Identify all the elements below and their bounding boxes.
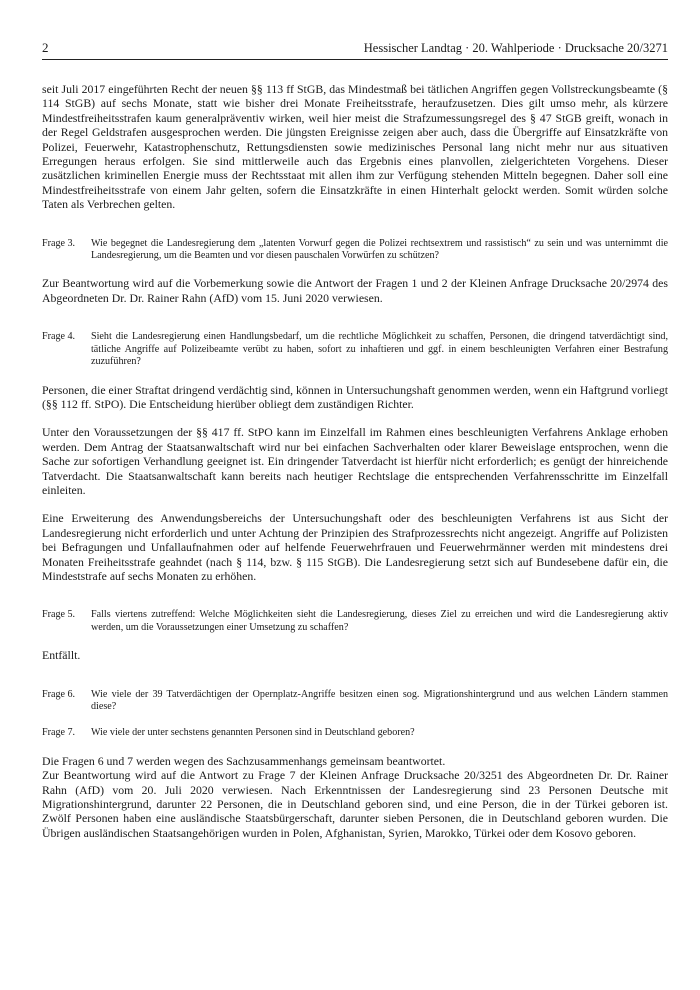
answer-6-7-paragraph-1: Die Fragen 6 und 7 werden wegen des Sachzusammenhangs gemeinsam beantwortet. <box>42 753 446 768</box>
page-header <box>42 40 668 60</box>
running-title: Hessischer Landtag · 20. Wahlperiode · Drucksache 20/3271 <box>363 41 668 55</box>
question-label: Frage 5. <box>42 609 76 621</box>
document-page <box>42 40 668 840</box>
answer-5-paragraph-1: Entfällt. <box>42 648 81 663</box>
document-body <box>42 82 668 840</box>
question-7 <box>42 727 668 739</box>
answer-4-paragraph-3: Eine Erweiterung des Anwendungsbereichs der Untersuchungshaft oder des beschleunigten Verfahrens ist aus Sicht der Landesregierung nicht erforderlich und unter Achtung der Prinzipien des Strafprozessrechts nicht angezeigt. Angriffe auf Polizisten bei Befragungen und Unfallaufnahmen oder auf helfende Feuerwehrfrauen und Feuerwehrmänner werden mit mindestens drei Monaten Freiheitsstrafe geahndet (nach § 114, bzw. § 115 StGB). Die Landesregierung setzt sich auf Bundesebene dafür ein, die Mindeststrafe auf sechs Monaten zu erhöhen. <box>42 511 668 583</box>
question-label: Frage 4. <box>42 331 76 343</box>
answer-3-paragraph-1: Zur Beantwortung wird auf die Vorbemerkung sowie die Antwort der Fragen 1 und 2 der Kleinen Anfrage Drucksache 20/2974 des Abgeordneten Dr. Dr. Rainer Rahn (AfD) vom 15. Juni 2020 verwiesen. <box>42 276 668 305</box>
question-5 <box>42 609 668 634</box>
question-text: Falls viertens zutreffend: Welche Möglichkeiten sieht die Landesregierung, dieses Ziel zu erreichen und wird die Landesregierung aktiv werden, um die Voraussetzungen einer Umsetzung zu schaffen? <box>91 609 668 633</box>
answer-4-paragraph-2: Unter den Voraussetzungen der §§ 417 ff. StPO kann im Einzelfall im Rahmen eines beschleunigten Verfahrens Anklage erhoben werden. Dem Antrag der Staatsanwaltschaft wird nur bei einfachen Sachverhalten oder klarer Beweislage entsprochen, wenn die Sache zur sofortigen Verhandlung geeignet ist. Ein dringender Tatverdacht ist hierfür nicht erforderlich; es genügt der hinreichende Tatverdacht. Die Staatsanwaltschaft kann bereits nach heutiger Rechtslage die entsprechenden Verfahrensschritte im Einzelfall einleiten. <box>42 425 668 497</box>
intro-paragraph: seit Juli 2017 eingeführten Recht der neuen §§ 113 ff StGB, das Mindestmaß bei tätlichen Angriffen gegen Vollstreckungsbeamte (§ 114 StGB) auf sechs Monate, statt wie bisher drei Monate Freiheitsstrafe, heraufzusetzen. Dies gilt umso mehr, als kürzere Mindestfreiheitsstrafen kaum generalpräventiv wirken, weil hier meist die Strafzumessungsregel des § 47 StGB greift, wonach in der Regel Geldstrafen ausgesprochen werden. Die jüngsten Ereignisse zeigen aber auch, dass die Übergriffe auf Einsatzkräfte von Polizei, Feuerwehr, Katastrophenschutz, Rettungsdiensten sowie medizinisches Personal lang nicht mehr nur aus situativen Erregungen heraus erfolgen. Sie sind mittlerweile auch das Ergebnis eines planvollen, zielgerichteten Vorgehens. Dieser zusätzlichen kriminellen Energie muss der Rechtsstaat mit allen ihm zur Verfügung stehenden Mitteln begegnen. Daher soll eine Mindestfreiheitsstrafe von einem Jahr gelten, sofern die Einsatzkräfte in einen Hinterhalt gelockt werden. Somit würden solche Taten als Verbrechen gelten. <box>42 82 668 212</box>
answer-4-paragraph-1: Personen, die einer Straftat dringend verdächtig sind, können in Untersuchungshaft genommen werden, wenn ein Haftgrund vorliegt (§§ 112 ff. StPO). Die Entscheidung hierüber obliegt dem zuständigen Richter. <box>42 382 668 411</box>
answer-6-7-paragraph-2: Zur Beantwortung wird auf die Antwort zu Frage 7 der Kleinen Anfrage Drucksache 20/3251 des Abgeordneten Dr. Dr. Rainer Rahn (AfD) vom 20. Juli 2020 verwiesen. Nach Erkenntnissen der Landesregierung sind 23 Personen Deutsche mit Migrationshintergrund, darunter 22 Personen, die in Deutschland geboren sind, und eine Person, die in der Türkei geboren ist. Zwölf Personen haben eine ausländische Staatsbürgerschaft, darunter sieben Personen, die in Deutschland geboren wurden. Die Übrigen ausländischen Staatsangehörigen wurden in Polen, Afghanistan, Syrien, Marokko, Türkei oder dem Kosovo geboren. <box>42 768 668 840</box>
question-4 <box>42 331 668 368</box>
question-6 <box>42 689 668 714</box>
question-text: Sieht die Landesregierung einen Handlungsbedarf, um die rechtliche Möglichkeit zu schaffen, Personen, die dringend tatverdächtigt sind, tätliche Angriffe auf Polizeibeamte verübt zu haben, sofort zu inhaftieren und ggf. in einem beschleunigten Verfahren einer Bestrafung zuzuführen? <box>91 331 668 368</box>
question-label: Frage 7. <box>42 727 76 739</box>
question-label: Frage 3. <box>42 237 76 249</box>
question-label: Frage 6. <box>42 688 76 700</box>
question-text: Wie viele der unter sechstens genannten Personen sind in Deutschland geboren? <box>91 727 415 739</box>
question-3 <box>42 238 668 263</box>
page-number: 2 <box>42 40 49 55</box>
question-text: Wie viele der 39 Tatverdächtigen der Opernplatz-Angriffe besitzen einen sog. Migrationshintergrund und aus welchen Ländern stammen diese? <box>91 688 668 712</box>
question-text: Wie begegnet die Landesregierung dem „latenten Vorwurf gegen die Polizei rechtsextrem und rassistisch“ zu sein und was unternimmt die Landesregierung, um die Beamten und vor diesen pauschalen Vorwürfen zu schützen? <box>91 237 668 262</box>
